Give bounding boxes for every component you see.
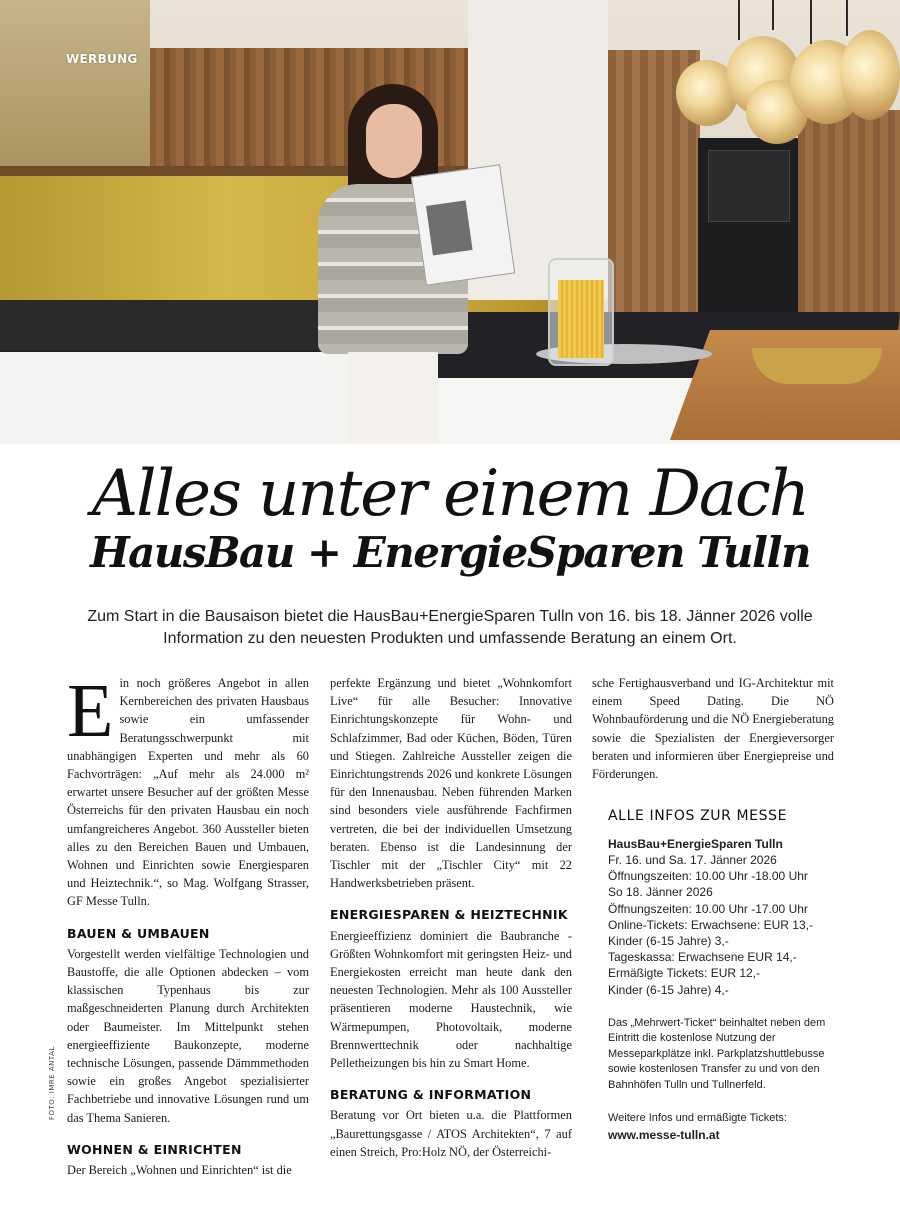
- info-line: So 18. Jänner 2026: [608, 885, 713, 900]
- section-heading-bauen: BAUEN & UMBAUEN: [67, 925, 210, 941]
- info-box: [608, 808, 840, 1143]
- info-line: Online-Tickets: Erwachsene: EUR 13,-: [608, 917, 813, 932]
- brochure: [411, 164, 515, 285]
- cutting-board: [670, 330, 900, 440]
- hero-photo: [0, 0, 900, 444]
- event-name: HausBau+EnergieSparen Tulln: [608, 837, 783, 851]
- subheadline: HausBau + EnergieSparen Tulln: [89, 528, 810, 577]
- dropcap: E: [67, 669, 114, 753]
- info-line: Tageskassa: Erwachsene EUR 14,-: [608, 950, 797, 965]
- headline: Alles unter einem Dach: [91, 457, 809, 531]
- article-column-2: [330, 674, 572, 1161]
- gold-bowl: [752, 348, 882, 384]
- pasta-jar: [548, 258, 614, 366]
- info-line: Kinder (6-15 Jahre) 3,-: [608, 934, 729, 949]
- section-text-energie: Energieeffizienz dominiert die Baubranche - Größten Wohnkomfort mit geringsten Heiz- und Energiekosten erreicht man heute dank den neuesten Technologien. Mehr als 100 Aussteller präsentieren moderne Haustechnik, wie Wärmepumpen, Photovoltaik, moderne Brennwerttechnik oder nachhaltige Pelletheizungen bis hin zu Smart Home.: [330, 928, 572, 1071]
- info-line: Ermäßigte Tickets: EUR 12,-: [608, 966, 761, 981]
- section-heading-energie: ENERGIESPAREN & HEIZTECHNIK: [330, 907, 568, 923]
- info-line: Öffnungszeiten: 10.00 Uhr -17.00 Uhr: [608, 901, 808, 916]
- ticket-note: Das „Mehrwert-Ticket“ beinhaltet neben dem Eintritt die kostenlose Nutzung der Messeparkplätze inkl. Parkplatzshuttlebusse sowie kostenlosen Transfer zu und von den Bahnhöfen Tulln und Tullnerfeld.: [608, 1016, 826, 1091]
- photo-credit: FOTO: IMRE ANTAL: [48, 1046, 56, 1120]
- section-heading-beratung: BERATUNG & INFORMATION: [330, 1087, 532, 1103]
- built-in-oven: [698, 138, 798, 328]
- section-text-wohnen-cont: perfekte Ergänzung und bietet „Wohnkomfort Live“ für alle Besucher: Innovative Einrichtungskonzepte für Wohn- und Schlafzimmer, Bad oder Küchen, Böden, Türen und Stiegen. Zahlreiche Aussteller zeigen die Einrichtungstrends 2026 und konkrete Lösungen für den Innenausbau. Neben führenden Marken sind besonders viele ausführende Fachfirmen vertreten, die bei der individuellen Umsetzung beraten. Ebenso ist die Landesinnung der Tischler mit der „Tischler City“ mit 22 Handwerksbetrieben präsent.: [330, 676, 572, 891]
- info-line: Öffnungszeiten: 10.00 Uhr -18.00 Uhr: [608, 869, 808, 884]
- section-text-bauen: Vorgestellt werden vielfältige Technologien und Baustoffe, die alle Optionen abdecken – vom klassischen Typenhaus bis zur maßgeschneiderten Planung durch Architekten oder Baumeister. Im Mittelpunkt stehen energieeffiziente Baukonzepte, moderne technische Lösungen, passende Dämmmethoden sowie ein großes Angebot spezialisierter Fachbetriebe und innovative Lösungen rund um das Thema Sanieren.: [67, 946, 309, 1125]
- info-line: Fr. 16. und Sa. 17. Jänner 2026: [608, 853, 777, 867]
- pendant-bulb: [840, 30, 900, 120]
- article-column-3: [592, 674, 834, 783]
- advertisement-tag: WERBUNG: [66, 52, 138, 66]
- section-text-wohnen: Der Bereich „Wohnen und Einrichten“ ist die: [67, 1163, 292, 1178]
- section-text-beratung: Beratung vor Ort bieten u.a. die Plattformen „Baurettungsgasse / ATOS Architekten“, 7 auf einen Streich, Pro:Holz NÖ, der Österreichi-: [330, 1108, 572, 1159]
- info-line: Kinder (6-15 Jahre) 4,-: [608, 982, 729, 997]
- intro-paragraph: Ein noch größeres Angebot in allen Kernbereichen des privaten Hausbaus sowie ein umfassender Beratungsschwerpunkt mit unabhängigen Experten und mehr als 60 Fachvorträgen: „Auf mehr als 24.000 m² erwartet unsere Besucher auf der größten Messe Österreichs für den privaten Hausbau ein noch umfangreicheres Angebot. 360 Aussteller bieten alles zu den Bereichen Bauen und Umbauen, Wohnen und Einrichten sowie Energiesparen und Heiztechnik.“, so Mag. Wolfgang Strasser, GF Messe Tulln.: [67, 669, 309, 909]
- info-box-title: ALLE INFOS ZUR MESSE: [608, 808, 788, 824]
- section-heading-wohnen: WOHNEN & EINRICHTEN: [67, 1141, 242, 1157]
- article-column-1: [67, 669, 309, 1179]
- more-info-label: Weitere Infos und ermäßigte Tickets:: [608, 1112, 787, 1125]
- section-text-beratung-cont: sche Fertighausverband und IG-Architektur mit einem Speed Dating. Die NÖ Wohnbauförderung und die NÖ Energieberatung sowie die Spezialisten der Energieversorger beraten und informieren über Energiepreise und Förderungen.: [592, 676, 834, 782]
- lead-paragraph: Zum Start in die Bausaison bietet die HausBau+EnergieSparen Tulln von 16. bis 18. Jänner 2026 volle Information zu den neuesten Produkten und umfassende Beratung an einem Ort.: [87, 608, 813, 647]
- website-link[interactable]: www.messe-tulln.at: [608, 1127, 720, 1142]
